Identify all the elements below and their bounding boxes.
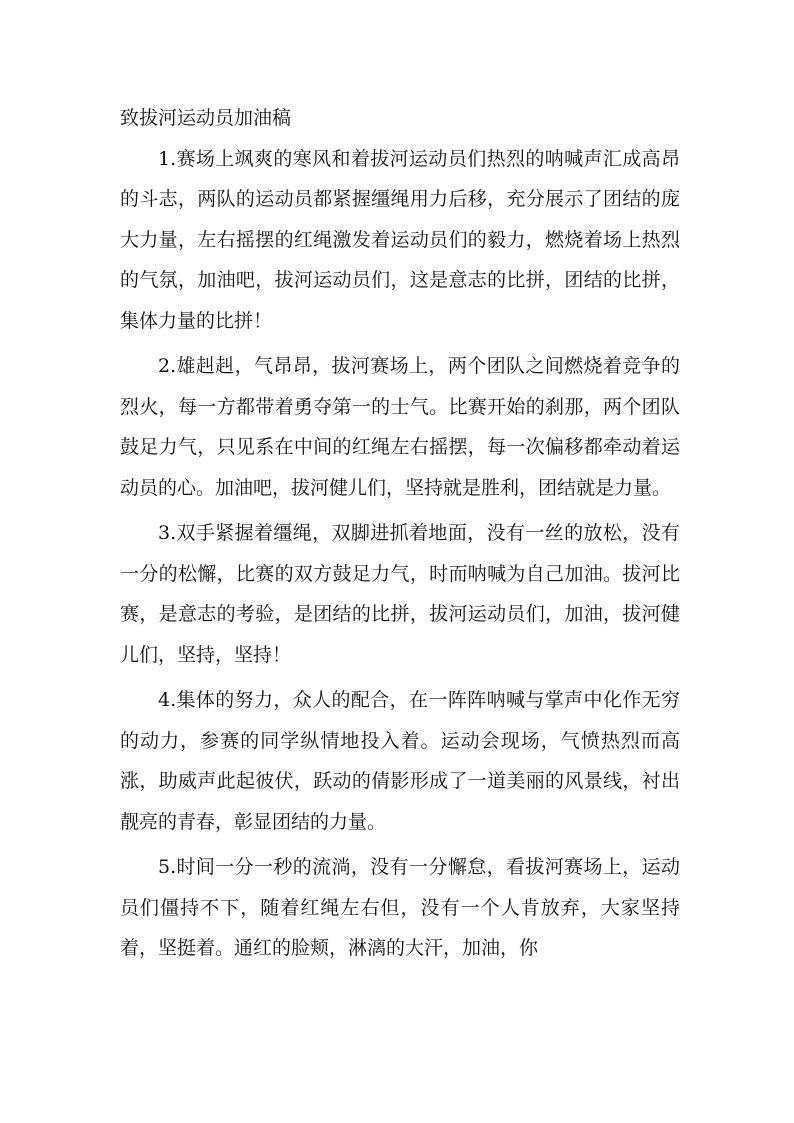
paragraph-4: 4.集体的努力，众人的配合，在一阵阵呐喊与掌声中化作无穷的动力，参赛的同学纵情地投入着。运动会现场，气愤热烈而高涨，助威声此起彼伏，跃动的倩影形成了一道美丽的风景线，衬出靓亮的青春，彰显团结的力量。: [120, 689, 680, 833]
document-body: [120, 98, 680, 974]
paragraph-3: 3.双手紧握着缰绳，双脚进抓着地面，没有一丝的放松，没有一分的松懈，比赛的双方鼓足力气，时而呐喊为自己加油。拔河比赛，是意志的考验，是团结的比拼，拔河运动员们，加油，拔河健儿们，坚持，坚持！: [120, 522, 680, 666]
document-title: 致拔河运动员加油稿: [120, 107, 292, 129]
paragraph-2: 2.雄赳赳，气昂昂，拔河赛场上，两个团队之间燃烧着竞争的烈火，每一方都带着勇夺第一的士气。比赛开始的刹那，两个团队鼓足力气，只见系在中间的红绳左右摇摆，每一次偏移都牵动着运动员的心。加油吧，拔河健儿们，坚持就是胜利，团结就是力量。: [120, 355, 680, 499]
paragraph-5: 5.时间一分一秒的流淌，没有一分懈怠，看拔河赛场上，运动员们僵持不下，随着红绳左右但，没有一个人肯放弃，大家坚持着，坚挺着。通红的脸颊，淋漓的大汗，加油，你: [120, 856, 680, 959]
paragraph-1: 1.赛场上飒爽的寒风和着拔河运动员们热烈的呐喊声汇成高昂的斗志，两队的运动员都紧握缰绳用力后移，充分展示了团结的庞大力量，左右摇摆的红绳激发着运动员们的毅力，燃烧着场上热烈的气氛，加油吧，拔河运动员们，这是意志的比拼，团结的比拼，集体力量的比拼！: [120, 147, 680, 332]
